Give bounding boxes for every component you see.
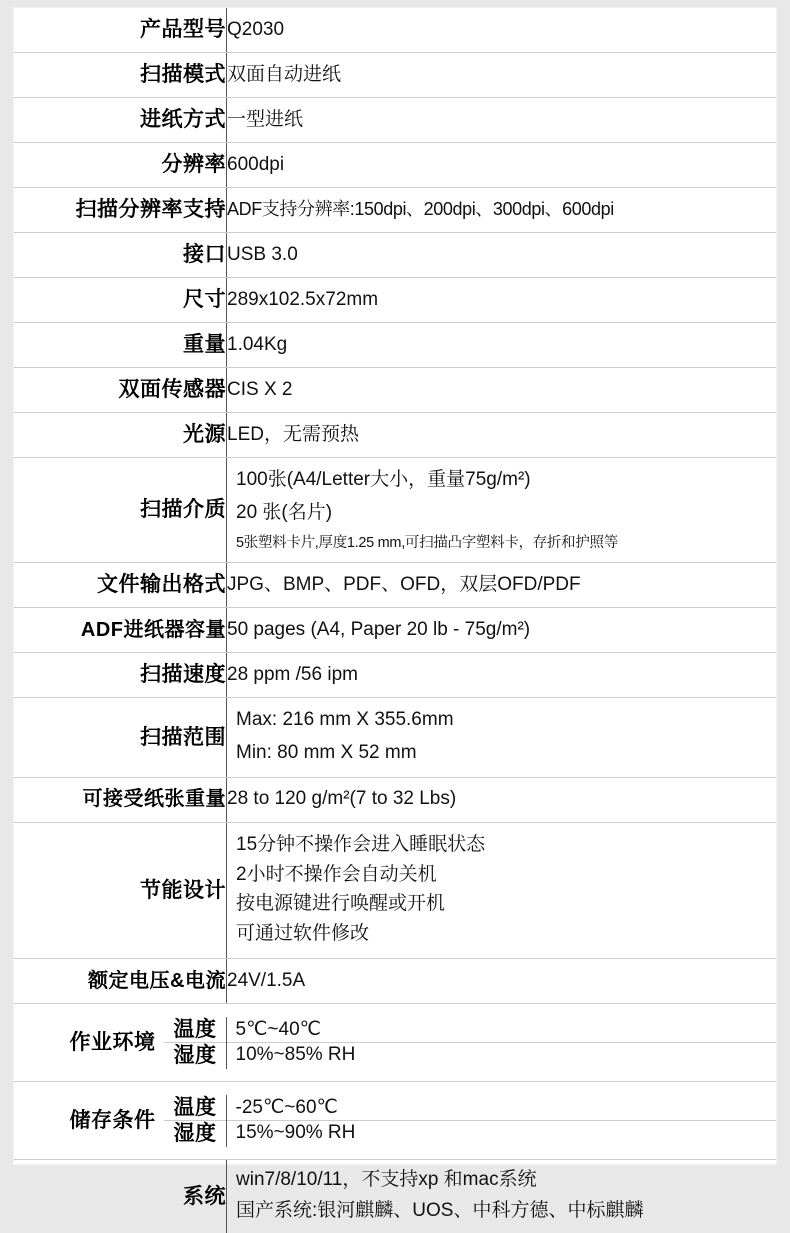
table-row-operating-env xyxy=(14,1004,776,1082)
row-label: 分辨率 xyxy=(14,143,227,188)
table-row xyxy=(14,323,776,368)
row-label: 重量 xyxy=(14,323,227,368)
row-value: 28 ppm /56 ipm xyxy=(227,653,777,698)
row-value: 289x102.5x72mm xyxy=(227,278,777,323)
specification-table xyxy=(14,8,776,1233)
row-value: 50 pages (A4, Paper 20 lb - 75g/m²) xyxy=(227,608,777,653)
row-label: 可接受纸张重量 xyxy=(14,777,227,822)
row-value: CIS X 2 xyxy=(227,368,777,413)
row-label: ADF进纸器容量 xyxy=(14,608,227,653)
table-row-scan-range xyxy=(14,698,776,777)
system-line-1: win7/8/10/11，不支持xp 和mac系统 xyxy=(236,1169,537,1191)
row-label: 扫描范围 xyxy=(14,698,227,777)
row-label-group xyxy=(14,1082,227,1160)
table-row xyxy=(14,368,776,413)
operating-humidity-label: 湿度 xyxy=(164,1042,226,1069)
table-row xyxy=(14,233,776,278)
table-row-system xyxy=(14,1160,776,1233)
media-line-1: 100张(A4/Letter大小，重量75g/m²) xyxy=(236,469,531,490)
table-row xyxy=(14,608,776,653)
operating-temp-value: 5℃~40℃ xyxy=(235,1018,321,1040)
media-line-3: 5张塑料卡片,厚度1.25 mm,可扫描凸字塑料卡，存折和护照等 xyxy=(236,535,618,552)
row-value: 28 to 120 g/m²(7 to 32 Lbs) xyxy=(227,777,777,822)
row-label: 接口 xyxy=(14,233,227,278)
row-value: JPG、BMP、PDF、OFD，双层OFD/PDF xyxy=(227,563,777,608)
row-value xyxy=(227,458,777,563)
row-value: LED，无需预热 xyxy=(227,413,777,458)
row-label: 光源 xyxy=(14,413,227,458)
eco-line-4: 可通过软件修改 xyxy=(236,923,370,945)
row-value xyxy=(227,822,777,959)
row-value xyxy=(227,1082,777,1160)
row-value xyxy=(227,1160,777,1233)
table-row-storage xyxy=(14,1082,776,1160)
row-label: 双面传感器 xyxy=(14,368,227,413)
eco-line-2: 2小时不操作会自动关机 xyxy=(236,863,437,885)
table-row xyxy=(14,563,776,608)
spec-sheet xyxy=(14,8,776,1222)
row-value: 1.04Kg xyxy=(227,323,777,368)
row-label: 文件输出格式 xyxy=(14,563,227,608)
row-label: 额定电压&电流 xyxy=(14,959,227,1004)
table-row xyxy=(14,8,776,53)
row-label: 扫描分辨率支持 xyxy=(14,188,227,233)
media-line-2: 20 张(名片) xyxy=(236,501,333,523)
row-label: 扫描速度 xyxy=(14,653,227,698)
table-row-paper-weight xyxy=(14,777,776,822)
row-label: 进纸方式 xyxy=(14,98,227,143)
operating-env-label: 作业环境 xyxy=(69,1031,156,1055)
eco-line-3: 按电源键进行唤醒或开机 xyxy=(236,893,446,915)
scan-range-max: Max: 216 mm X 355.6mm xyxy=(236,709,454,731)
table-row xyxy=(14,188,776,233)
row-value: 双面自动进纸 xyxy=(227,53,777,98)
table-row xyxy=(14,413,776,458)
row-value: 24V/1.5A xyxy=(227,959,777,1004)
storage-label: 储存条件 xyxy=(69,1109,156,1133)
eco-line-1: 15分钟不操作会进入睡眠状态 xyxy=(236,834,486,856)
operating-temp-label: 温度 xyxy=(173,1017,217,1041)
row-value: Q2030 xyxy=(227,8,777,53)
table-row-voltage xyxy=(14,959,776,1004)
table-row xyxy=(14,53,776,98)
table-row xyxy=(14,143,776,188)
row-value xyxy=(227,1004,777,1082)
storage-humidity-value: 15%~90% RH xyxy=(227,1120,777,1146)
scan-range-min: Min: 80 mm X 52 mm xyxy=(236,741,417,763)
row-label: 产品型号 xyxy=(14,8,227,53)
table-row-scan-media xyxy=(14,458,776,563)
row-value xyxy=(227,698,777,777)
operating-humidity-value: 10%~85% RH xyxy=(227,1042,777,1068)
storage-humidity-label: 湿度 xyxy=(164,1120,226,1147)
row-value: 一型进纸 xyxy=(227,98,777,143)
row-label: 尺寸 xyxy=(14,278,227,323)
storage-temp-value: -25℃~60℃ xyxy=(235,1096,338,1118)
row-value: 600dpi xyxy=(227,143,777,188)
table-row xyxy=(14,98,776,143)
table-row-eco xyxy=(14,822,776,959)
row-label: 系统 xyxy=(14,1160,227,1233)
storage-temp-label: 温度 xyxy=(173,1095,217,1119)
table-row xyxy=(14,278,776,323)
system-line-2: 国产系统:银河麒麟、UOS、中科方德、中标麒麟 xyxy=(236,1200,644,1222)
row-label: 节能设计 xyxy=(14,822,227,959)
row-value: ADF支持分辨率:150dpi、200dpi、300dpi、600dpi xyxy=(227,188,777,233)
row-label: 扫描模式 xyxy=(14,53,227,98)
table-row xyxy=(14,653,776,698)
row-label: 扫描介质 xyxy=(14,458,227,563)
row-value: USB 3.0 xyxy=(227,233,777,278)
row-label-group xyxy=(14,1004,227,1082)
